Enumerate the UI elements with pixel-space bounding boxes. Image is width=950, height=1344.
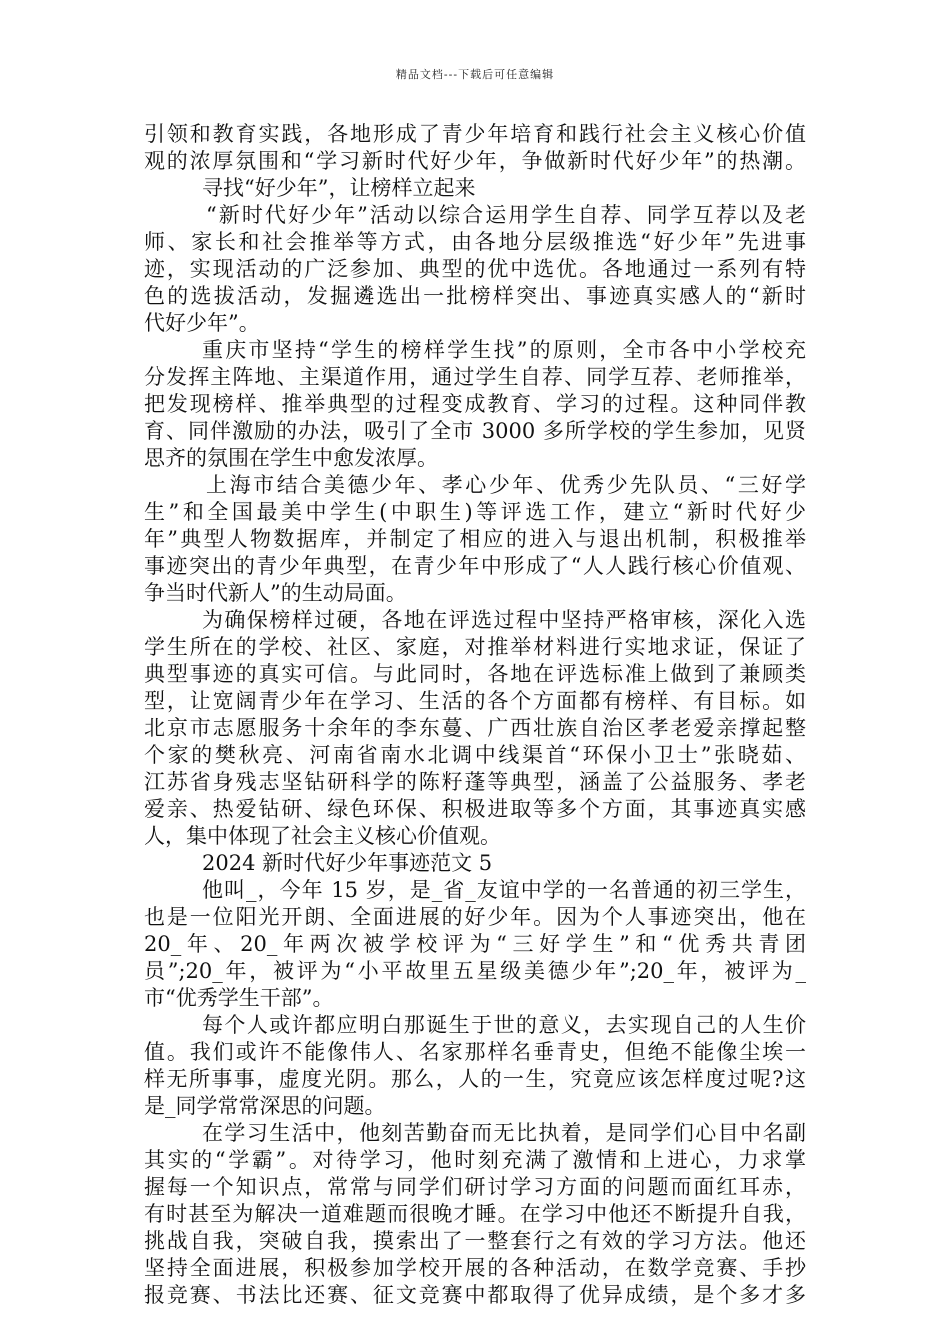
text-line: 引领和教育实践，各地形成了青少年培育和践行社会主义核心价值 — [144, 122, 806, 146]
text-line: 年”典型人物数据库，并制定了相应的进入与退出机制，积极推举 — [144, 527, 806, 551]
text-line: 他叫_，今年 15 岁，是_省_友谊中学的一名普通的初三学生， — [202, 878, 806, 902]
text-line: 市“优秀学生干部”。 — [144, 986, 334, 1010]
text-line: 握每一个知识点，常常与同学们研讨学习方面的问题而面红耳赤， — [144, 1175, 806, 1199]
text-line: 思齐的氛围在学生中愈发浓厚。 — [144, 446, 438, 470]
text-line: 把发现榜样、推举典型的过程变成教育、学习的过程。这种同伴教 — [144, 392, 806, 416]
text-line: 事迹突出的青少年典型，在青少年中形成了“人人践行核心价值观、 — [144, 554, 806, 578]
text-line: 观的浓厚氛围和“学习新时代好少年，争做新时代好少年”的热潮。 — [144, 149, 806, 173]
text-line: 师、家长和社会推举等方式，由各地分层级推选“好少年”先进事 — [144, 230, 806, 254]
text-line: 典型事迹的真实可信。与此同时，各地在评选标准上做到了兼顾类 — [144, 662, 806, 686]
text-line: 重庆市坚持“学生的榜样学生找”的原则，全市各中小学校充 — [202, 338, 806, 362]
text-line: 个家的樊秋亮、河南省南水北调中线渠首“环保小卫士”张晓茹、 — [144, 743, 806, 767]
text-line: 北京市志愿服务十余年的李东蔓、广西壮族自治区孝老爱亲撑起整 — [144, 716, 806, 740]
text-line: 在学习生活中，他刻苦勤奋而无比执着，是同学们心目中名副 — [202, 1121, 806, 1145]
text-line: 寻找“好少年”，让榜样立起来 — [202, 176, 476, 200]
text-line: 有时甚至为解决一道难题而很晚才睡。在学习中他还不断提升自我， — [144, 1202, 806, 1226]
text-line: 生”和全国最美中学生(中职生)等评选工作，建立“新时代好少 — [144, 500, 806, 524]
text-line: 争当时代新人”的生动局面。 — [144, 581, 407, 605]
text-line: 学生所在的学校、社区、家庭，对推举材料进行实地求证，保证了 — [144, 635, 806, 659]
text-line: 是_同学常常深思的问题。 — [144, 1094, 386, 1118]
text-line: 分发挥主阵地、主渠道作用，通过学生自荐、同学互荐、老师推举， — [144, 365, 806, 389]
text-line: 挑战自我，突破自我，摸索出了一整套行之有效的学习方法。他还 — [144, 1229, 806, 1253]
text-line: 20_年、20_年两次被学校评为“三好学生”和“优秀共青团 — [144, 932, 806, 956]
text-line: 报竞赛、书法比还赛、征文竞赛中都取得了优异成绩，是个多才多 — [144, 1283, 806, 1307]
text-line: 迹，实现活动的广泛参加、典型的优中选优。各地通过一系列有特 — [144, 257, 806, 281]
text-line: 其实的“学霸”。对待学习，他时刻充满了激情和上进心，力求掌 — [144, 1148, 806, 1172]
text-line: 员”;20_年，被评为“小平故里五星级美德少年”;20_年，被评为_ — [144, 959, 806, 983]
text-line: 2024 新时代好少年事迹范文 5 — [202, 851, 493, 875]
text-line: 型，让宽阔青少年在学习、生活的各个方面都有榜样、有目标。如 — [144, 689, 806, 713]
text-line: 代好少年”。 — [144, 311, 260, 335]
document-body — [144, 121, 806, 1309]
text-line: 也是一位阳光开朗、全面进展的好少年。因为个人事迹突出，他在 — [144, 905, 806, 929]
text-line: 爱亲、热爱钻研、绿色环保、积极进取等多个方面，其事迹真实感 — [144, 797, 806, 821]
text-line: 江苏省身残志坚钻研科学的陈籽蓬等典型，涵盖了公益服务、孝老 — [144, 770, 806, 794]
page-header: 精品文档---下载后可任意编辑 — [395, 68, 555, 81]
text-line: 色的选拔活动，发掘遴选出一批榜样突出、事迹真实感人的“新时 — [144, 284, 806, 308]
text-line: 上海市结合美德少年、孝心少年、优秀少先队员、“三好学 — [206, 473, 806, 497]
text-line: 育、同伴激励的办法，吸引了全市 3000 多所学校的学生参加，见贤 — [144, 419, 806, 443]
text-line: 样无所事事，虚度光阴。那么，人的一生，究竟应该怎样度过呢?这 — [144, 1067, 806, 1091]
text-line: 坚持全面进展，积极参加学校开展的各种活动，在数学竞赛、手抄 — [144, 1256, 806, 1280]
text-line: “新时代好少年”活动以综合运用学生自荐、同学互荐以及老 — [206, 203, 806, 227]
text-line: 值。我们或许不能像伟人、名家那样名垂青史，但绝不能像尘埃一 — [144, 1040, 806, 1064]
text-line: 每个人或许都应明白那诞生于世的意义，去实现自己的人生价 — [202, 1013, 806, 1037]
text-line: 人，集中体现了社会主义核心价值观。 — [144, 824, 501, 848]
text-line: 为确保榜样过硬，各地在评选过程中坚持严格审核，深化入选 — [202, 608, 806, 632]
